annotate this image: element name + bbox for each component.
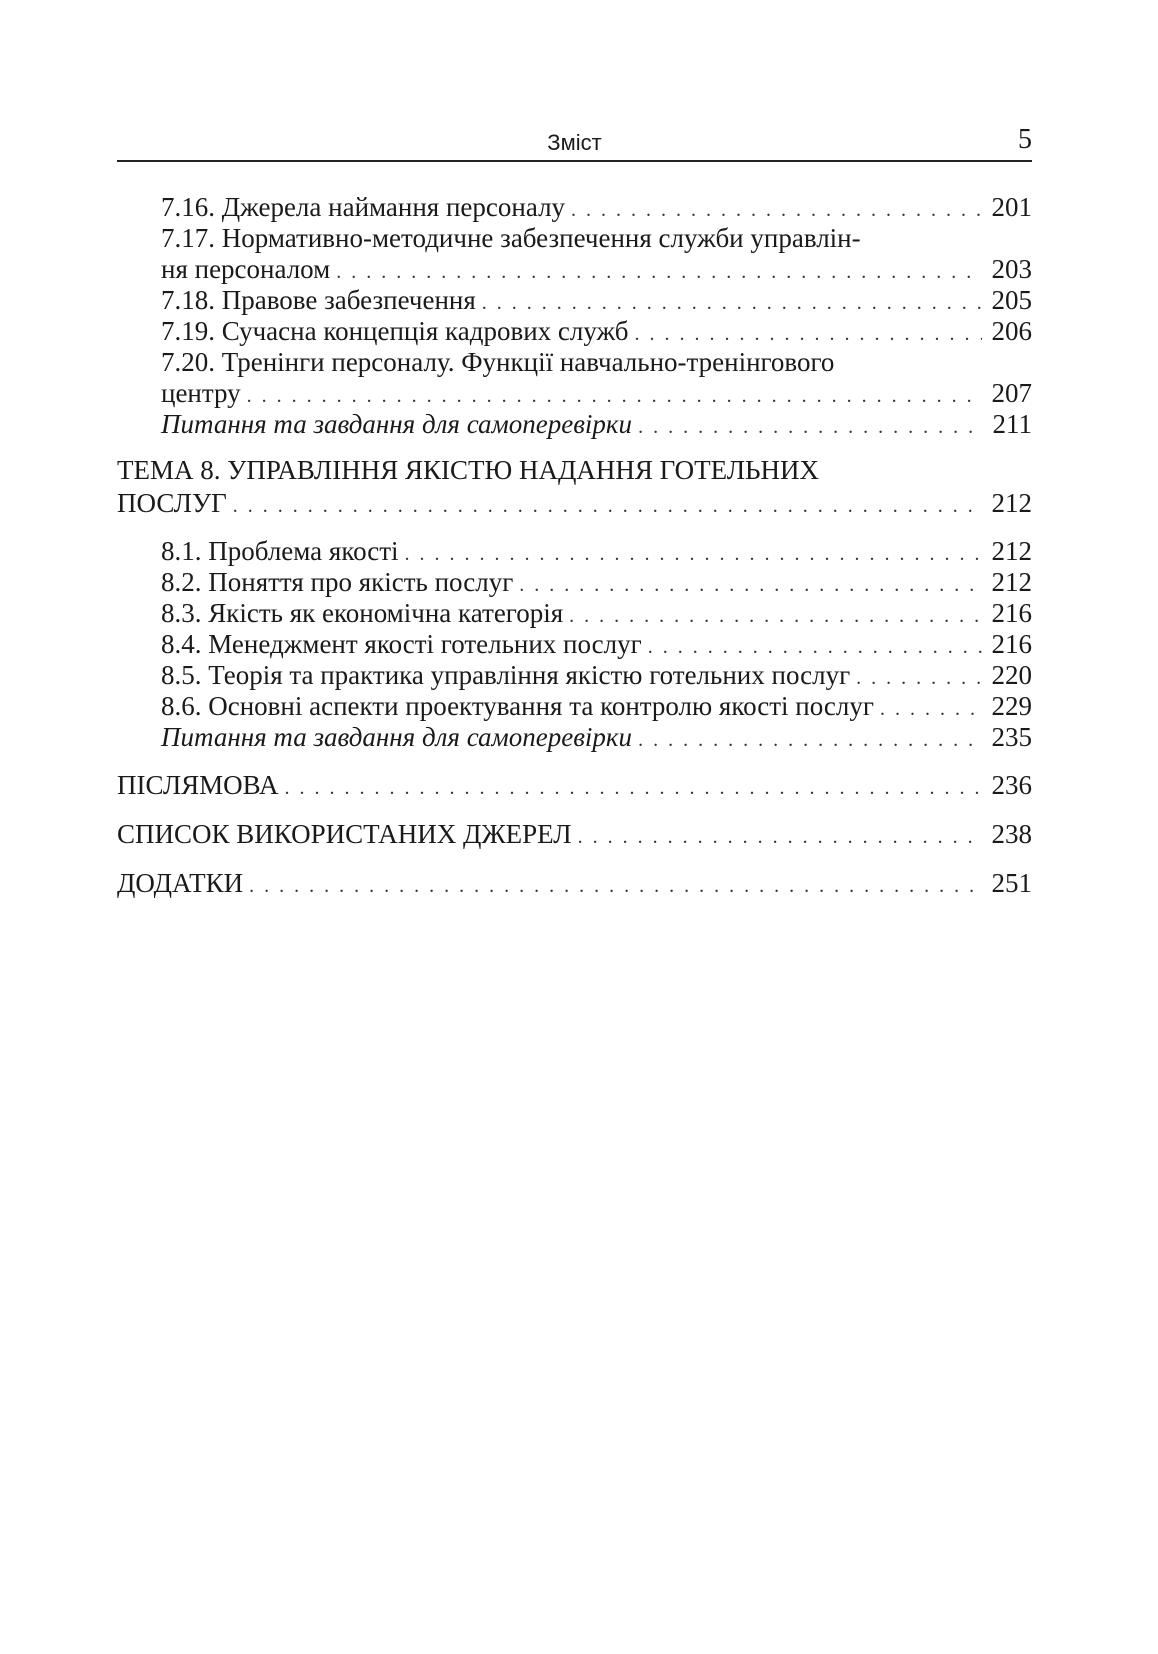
header-title: Зміст (547, 130, 602, 155)
dot-leader (336, 257, 982, 288)
dot-leader (405, 539, 982, 570)
toc-entry-title: СПИСОК ВИКОРИСТАНИХ ДЖЕРЕЛ (117, 819, 572, 849)
toc-entry-7-20[interactable] (117, 347, 1032, 409)
toc-entry-afterword[interactable] (117, 769, 1032, 802)
toc-entry-page: 251 (991, 868, 1032, 898)
toc-entry-page: 212 (991, 567, 1032, 597)
toc-entry-title-line1: ТЕМА 8. УПРАВЛІННЯ ЯКІСТЮ НАДАННЯ ГОТЕЛЬНИХ (117, 455, 820, 485)
toc-entry-title: 7.18. Правове забезпечення (161, 285, 476, 315)
dot-leader (638, 412, 982, 443)
dot-leader (571, 195, 982, 226)
toc-entry-title: центру (161, 378, 241, 408)
toc-entry-self-check-7[interactable] (117, 409, 1032, 440)
toc-entry-title: 8.2. Поняття про якість послуг (161, 567, 514, 597)
toc-entry-page: 235 (991, 722, 1032, 752)
toc-entry-title: ДОДАТКИ (117, 868, 244, 898)
toc-entry-title: ня персоналом (161, 254, 331, 284)
toc-entry-page: 216 (991, 598, 1032, 628)
page-number: 5 (1018, 124, 1032, 155)
toc-entry-title: 8.6. Основні аспекти проектування та контролю якості послуг (161, 691, 874, 721)
toc-entry-page: 203 (991, 254, 1032, 284)
toc-entry-page: 216 (991, 629, 1032, 659)
dot-leader (249, 870, 982, 903)
toc-entry-page: 238 (991, 819, 1032, 849)
toc-entry-references[interactable] (117, 818, 1032, 851)
dot-leader (569, 601, 982, 632)
dot-leader (635, 319, 982, 350)
dot-leader (648, 632, 982, 663)
toc-entry-page: 220 (991, 660, 1032, 690)
toc-entry-page: 206 (991, 316, 1032, 346)
toc-entry-7-17[interactable] (117, 223, 1032, 285)
toc-entry-topic-8[interactable] (117, 454, 1032, 520)
running-header (117, 118, 1032, 162)
toc-entry-title: 8.5. Теорія та практика управління якістю готельних послуг (161, 660, 851, 690)
toc-entry-title: 8.4. Менеджмент якості готельних послуг (161, 629, 642, 659)
toc-entry-7-19[interactable] (117, 316, 1032, 347)
toc-entry-title-line1: 7.17. Нормативно-методичне забезпечення служби управлін- (161, 223, 861, 253)
toc-entry-title: 8.3. Якість як економічна категорія (161, 598, 564, 628)
toc-entry-page: 236 (991, 770, 1032, 800)
toc-entry-page: 201 (991, 192, 1032, 222)
toc-entry-title: Питання та завдання для самоперевірки (161, 722, 633, 752)
dot-leader (638, 725, 982, 756)
toc-entry-appendices[interactable] (117, 867, 1032, 900)
toc-entry-page: 229 (991, 691, 1032, 721)
toc-entry-7-16[interactable] (117, 192, 1032, 223)
table-of-contents (117, 192, 1032, 900)
toc-entry-title: ПІСЛЯМОВА (117, 770, 279, 800)
toc-entry-self-check-8[interactable] (117, 722, 1032, 753)
dot-leader (482, 288, 982, 319)
toc-entry-page: 212 (991, 488, 1032, 518)
toc-entry-page: 207 (991, 378, 1032, 408)
toc-entry-8-3[interactable] (117, 598, 1032, 629)
toc-entry-8-2[interactable] (117, 567, 1032, 598)
toc-entry-title-line1: 7.20. Тренінги персоналу. Функції навчально-тренінгового (161, 347, 835, 377)
toc-entry-title: Питання та завдання для самоперевірки (161, 409, 633, 439)
dot-leader (284, 772, 982, 805)
toc-entry-7-18[interactable] (117, 285, 1032, 316)
toc-entry-page: 212 (991, 536, 1032, 566)
dot-leader (247, 381, 982, 412)
toc-entry-page: 205 (991, 285, 1032, 315)
dot-leader (578, 821, 982, 854)
toc-entry-title: 7.19. Сучасна концепція кадрових служб (161, 316, 629, 346)
toc-entry-8-1[interactable] (117, 536, 1032, 567)
dot-leader (233, 490, 982, 523)
toc-entry-title: 7.16. Джерела наймання персоналу (161, 192, 566, 222)
dot-leader (519, 570, 982, 601)
toc-entry-8-6[interactable] (117, 691, 1032, 722)
toc-entry-8-5[interactable] (117, 660, 1032, 691)
dot-leader (880, 694, 982, 725)
dot-leader (856, 663, 982, 694)
toc-entry-8-4[interactable] (117, 629, 1032, 660)
toc-entry-page: 211 (992, 409, 1032, 439)
toc-entry-title: ПОСЛУГ (117, 488, 227, 518)
toc-entry-title: 8.1. Проблема якості (161, 536, 399, 566)
